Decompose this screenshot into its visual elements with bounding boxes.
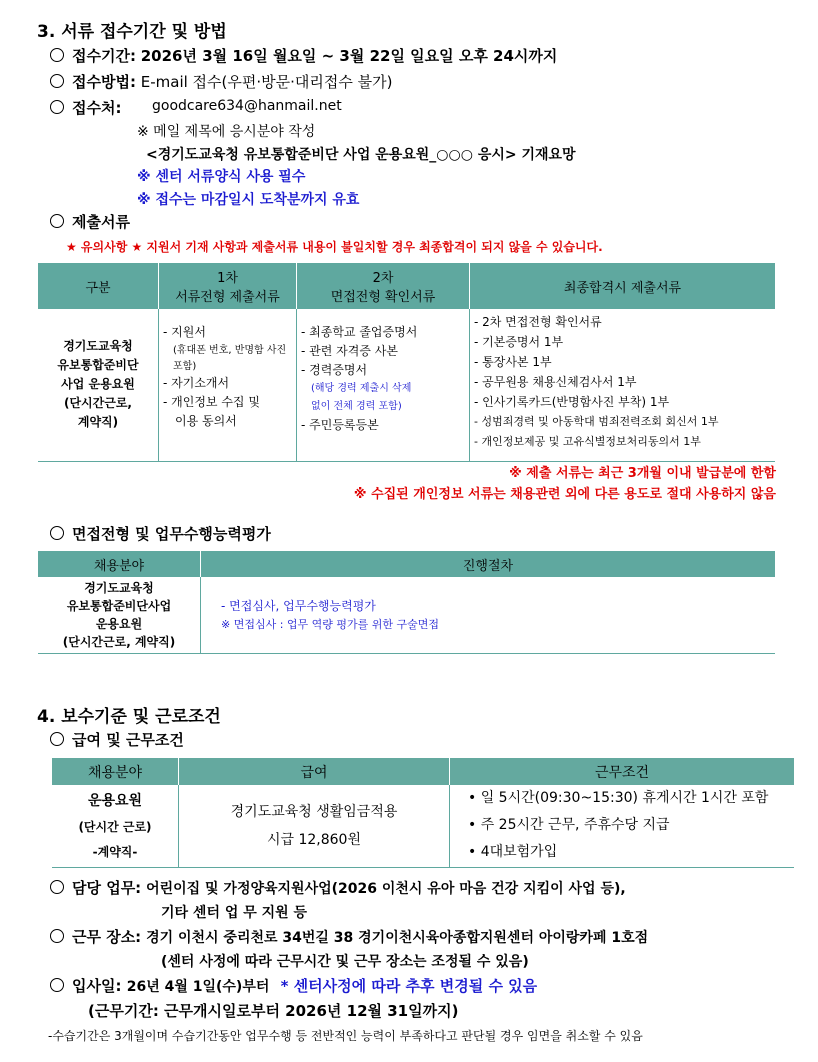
final-docs-cell: - 2차 면접전형 확인서류 - 기본증명서 1부 - 통장사본 1부 - 공무원용 채용신체검사서 1부 - 인사기록카드(반명함사진 부착) 1부 - 성범죄경력 및 아동학대 범죄전력조회 회신서 1부 - 개인정보제공 및 고유식별정보처리동의서 1부 xyxy=(474,315,719,448)
period-label: 접수기간: xyxy=(72,47,136,65)
interview-label: 면접전형 및 업무수행능력평가 xyxy=(72,525,271,543)
docs-label: 제출서류 xyxy=(72,213,130,231)
conditions-cell: • 일 5시간(09:30~15:30) 휴게시간 1시간 포함 • 주 25시간 근무, 주휴수당 지급 • 4대보험가입 xyxy=(468,790,769,861)
circle-bullet-icon xyxy=(50,526,64,540)
circle-bullet-icon xyxy=(50,214,64,228)
period-line xyxy=(50,45,557,66)
note-form-required: ※ 센터 서류양식 사용 필수 xyxy=(137,169,306,185)
period-value: 2026년 3월 16일 월요일 ~ 3월 22일 일요일 오후 24시까지 xyxy=(140,47,558,65)
start-note: * 센터사정에 따라 추후 변경될 수 있음 xyxy=(280,977,538,995)
warning-text: ★ 유의사항 ★ 지원서 기재 사항과 제출서류 내용이 불일치할 경우 최종합격이 되지 않을 수 있습니다. xyxy=(66,240,603,254)
duty-value: 어린이집 및 가정양육지원사업(2026 이천시 유아 마음 건강 지킴이 사업 등), xyxy=(146,881,626,897)
second-docs-cell: - 최종학교 졸업증명서 - 관련 자격증 사본 - 경력증명서 (해당 경력 제출시 삭제 없이 전체 경력 포함) - 주민등록등본 xyxy=(297,309,470,461)
method-line xyxy=(50,71,392,92)
start-label: 입사일: xyxy=(72,977,122,995)
col-conditions: 근무조건 xyxy=(450,758,795,785)
place-label: 접수처: xyxy=(72,99,122,117)
note-title-format: <경기도교육청 유보통합준비단 사업 운용요원_○○○ 응시> 기재요망 xyxy=(146,147,576,163)
workplace-note: (센터 사정에 따라 근무시간 및 근무 장소는 조정될 수 있음) xyxy=(161,954,529,970)
start-value: 26년 4월 1일(수)부터 xyxy=(126,979,270,995)
work-period: (근무기간: 근무개시일로부터 2026년 12월 31일까지) xyxy=(88,1002,459,1020)
red-note-3months: ※ 제출 서류는 최근 3개월 이내 발급분에 한함 xyxy=(509,466,776,481)
workplace-line xyxy=(50,926,648,947)
pay-line xyxy=(50,729,184,750)
section4-heading: 4. 보수기준 및 근로조건 xyxy=(37,707,221,727)
email-address[interactable]: goodcare634@hanmail.net xyxy=(152,98,342,114)
circle-bullet-icon xyxy=(50,880,64,894)
probation-note: -수습기간은 3개월이며 수습기간동안 업무수행 등 전반적인 능력이 부족하다고 판단될 경우 임면을 취소할 수 있음 xyxy=(48,1029,643,1043)
note-mail-title: ※ 메일 제목에 응시분야 작성 xyxy=(137,124,316,140)
circle-bullet-icon xyxy=(50,48,64,62)
circle-bullet-icon xyxy=(50,929,64,943)
circle-bullet-icon xyxy=(50,732,64,746)
start-line xyxy=(50,975,537,996)
docs-table xyxy=(38,263,775,462)
workplace-value: 경기 이천시 중리천로 34번길 38 경기이천시육아종합지원센터 아이랑카페 1호점 xyxy=(146,930,649,946)
circle-bullet-icon xyxy=(50,74,64,88)
duty-label: 담당 업무: xyxy=(72,879,142,897)
interview-field-cell: 경기도교육청 유보통합준비단사업 운용요원 (단시간근로, 계약직) xyxy=(38,577,201,653)
red-note-privacy: ※ 수집된 개인정보 서류는 채용관련 외에 다른 용도로 절대 사용하지 않음 xyxy=(353,487,776,502)
pay-label: 급여 및 근무조건 xyxy=(72,731,184,749)
docs-line xyxy=(50,211,130,232)
section3-heading: 3. 서류 접수기간 및 방법 xyxy=(37,22,227,42)
duty-line xyxy=(50,877,626,898)
place-line xyxy=(50,97,121,118)
col-field: 채용분야 xyxy=(52,758,179,785)
col-procedure: 진행절차 xyxy=(201,551,776,577)
col-field: 채용분야 xyxy=(38,551,201,577)
method-value: E-mail 접수(우편·방문·대리접수 불가) xyxy=(140,73,393,91)
category-cell: 경기도교육청 유보통합준비단 사업 운용요원 (단시간근로, 계약직) xyxy=(38,309,159,461)
pay-table xyxy=(52,758,794,868)
interview-line xyxy=(50,523,271,544)
pay-field-cell: 운용요원 (단시간 근로) -계약직- xyxy=(52,785,179,867)
circle-bullet-icon xyxy=(50,978,64,992)
circle-bullet-icon xyxy=(50,100,64,114)
duty-value-2: 기타 센터 업 무 지원 등 xyxy=(161,905,308,921)
first-docs-cell: - 지원서 (휴대폰 번호, 반명함 사진 포함) - 자기소개서 - 개인정보 수집 및 이용 동의서 xyxy=(159,309,297,461)
note-deadline: ※ 접수는 마감일시 도착분까지 유효 xyxy=(137,192,360,208)
col-pay: 급여 xyxy=(179,758,450,785)
interview-proc-cell: - 면접심사, 업무수행능력평가 ※ 면접심사 : 업무 역량 평가를 위한 구술면접 xyxy=(221,598,440,631)
method-label: 접수방법: xyxy=(72,73,136,91)
col-second: 2차 면접전형 확인서류 xyxy=(297,263,470,309)
interview-table xyxy=(38,551,775,654)
col-first: 1차 서류전형 제출서류 xyxy=(159,263,297,309)
pay-amount-cell: 경기도교육청 생활임금적용 시급 12,860원 xyxy=(179,785,450,867)
col-final: 최종합격시 제출서류 xyxy=(470,263,776,309)
col-division: 구분 xyxy=(38,263,159,309)
workplace-label: 근무 장소: xyxy=(72,928,142,946)
